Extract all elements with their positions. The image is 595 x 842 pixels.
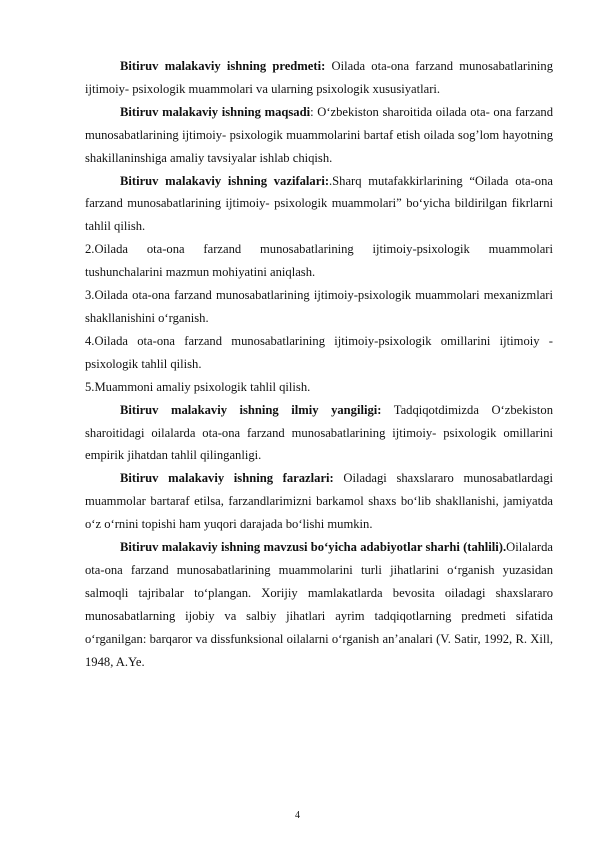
paragraph-heading: Bitiruv malakaviy ishning mavzusi bo‘yicha adabiyotlar sharhi (tahlili). bbox=[120, 540, 507, 555]
paragraph-heading: Bitiruv malakaviy ishning farazlari: bbox=[120, 471, 334, 486]
task-item-5 bbox=[85, 376, 553, 399]
paragraph-heading: Bitiruv malakaviy ishning maqsadi bbox=[120, 104, 311, 119]
paragraph-text: Oilada ota-ona farzand munosabatlarining ijtimoiy- psixologik muammolari va ularning psixologik xususiyatlari. bbox=[85, 59, 553, 96]
paragraph-heading: Bitiruv malakaviy ishning vazifalari: bbox=[120, 173, 330, 188]
paragraph-text: 3.Oilada ota-ona farzand munosabatlarining ijtimoiy-psixologik muammolari mexanizmlari shakllanishini o‘rganish. bbox=[85, 288, 553, 325]
paragraph-tasks bbox=[85, 170, 553, 239]
paragraph-text: Tadqiqotdimizda O‘zbekiston sharoitidagi oilalarda ota-ona farzand munosabatlarining ijtimoiy- psixologik omillarini empirik jihatdan tahlil qilinganligi. bbox=[85, 402, 553, 463]
paragraph-text: Oiladagi shaxslararo munosabatlardagi muammolar bartaraf etilsa, farzandlarimizni barkamol shaxs bo‘lib shakllanishi, jamiyatda o‘z o‘rnini topishi ham yuqori darajada bo‘lishi mumkin. bbox=[85, 471, 553, 532]
paragraph-text: 4.Oilada ota-ona farzand munosabatlarining ijtimoiy-psixologik omillarini ijtimoiy -psixologik tahlil qilish. bbox=[85, 333, 553, 371]
paragraph-literature-review bbox=[85, 536, 553, 673]
document-body bbox=[85, 55, 553, 673]
task-item-3 bbox=[85, 284, 553, 330]
paragraph-heading: Bitiruv malakaviy ishning ilmiy yangiligi: bbox=[120, 402, 382, 417]
task-item-4 bbox=[85, 330, 553, 376]
paragraph-text: 5.Muammoni amaliy psixologik tahlil qilish. bbox=[85, 379, 311, 394]
paragraph-text: Oilalarda ota-ona farzand munosabatlarining muammolarini turli jihatlarini o‘rganish yuzasidan salmoqli tajribalar to‘plangan. Xorijiy mamlakatlarda bevosita oiladagi shaxslararo munosabatlarning ijobiy va salbiy jihatlari ayrim tadqiqotlarning predmeti sifatida o‘rganilgan: barqaror va dissfunksional oilalarni o‘rganish an’analari (V. Satir, 1992, R. Xill, 1948, A.Ye. bbox=[85, 540, 553, 669]
paragraph-novelty bbox=[85, 399, 553, 468]
paragraph-text: : O‘zbekiston sharoitida oilada ota- ona farzand munosabatlarining ijtimoiy- psixologik muammolarini bartaf etish oilada sog’lom hayotning shakillaninshiga amaliy tavsiyalar ishlab chiqish. bbox=[85, 104, 553, 165]
page-number: 4 bbox=[295, 810, 300, 821]
paragraph-heading: Bitiruv malakaviy ishning predmeti: bbox=[120, 59, 326, 73]
task-item-2 bbox=[85, 238, 553, 284]
paragraph-subject bbox=[85, 55, 553, 101]
paragraph-goal bbox=[85, 101, 553, 170]
paragraph-text: .Sharq mutafakkirlarining “Oilada ota-ona farzand munosabatlarining ijtimoiy- psixologik muammolari” bo‘yicha bildirilgan fikrlarni tahlil qilish. bbox=[85, 173, 553, 234]
paragraph-text: 2.Oilada ota-ona farzand munosabatlarining ijtimoiy-psixologik muammolari tushunchalarini mazmun mohiyatini aniqlash. bbox=[85, 242, 553, 280]
paragraph-hypotheses bbox=[85, 467, 553, 536]
